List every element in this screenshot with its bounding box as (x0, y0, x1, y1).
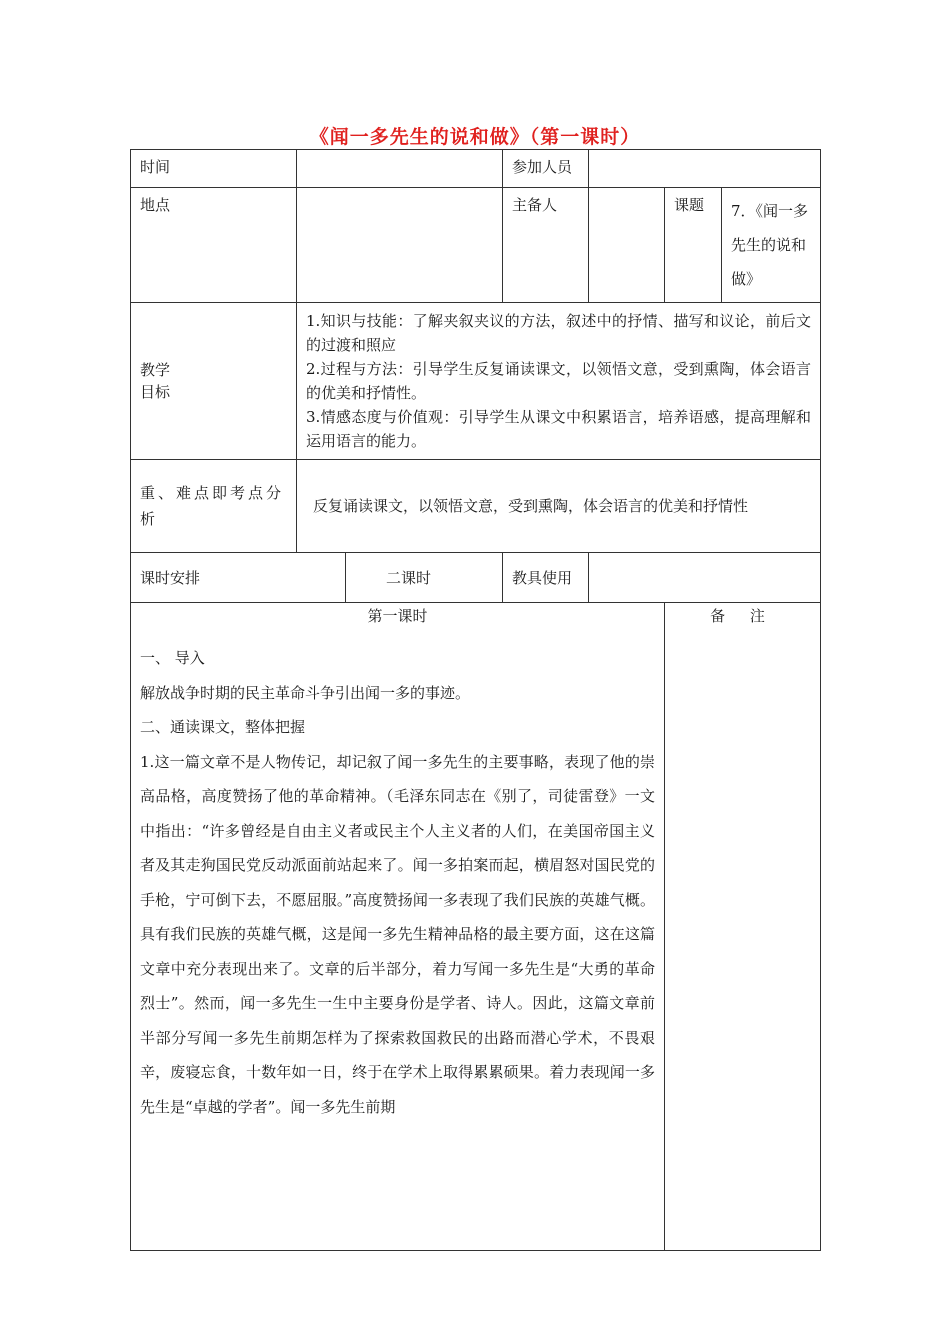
row-schedule (131, 553, 821, 603)
goal-item: 1.知识与技能：了解夹叙夹议的方法，叙述中的抒情、描写和议论，前后文的过渡和照应 (306, 312, 812, 354)
place-label: 地点 (131, 188, 297, 303)
notes-cell (665, 603, 821, 1251)
document-title: 《闻一多先生的说和做》（第一课时） (309, 126, 641, 148)
participants-label: 参加人员 (503, 150, 589, 188)
participants-value (589, 150, 821, 188)
lesson-heading: 第一课时 (367, 607, 428, 625)
place-value (297, 188, 503, 303)
schedule-value: 二课时 (346, 553, 503, 603)
tools-value (589, 553, 821, 603)
key-points-value: 反复诵读课文，以领悟文意，受到熏陶，体会语言的优美和抒情性 (297, 460, 821, 553)
section-paragraph: 1.这一篇文章不是人物传记，却记叙了闻一多先生的主要事略，表现了他的崇高品格，高度赞扬了他的革命精神。（毛泽东同志在《别了，司徒雷登》一文中指出：“许多曾经是自由主义者或民主个人主义者的人们，在美国帝国主义者及其走狗国民党反动派面前站起来了。闻一多拍案而起，横眉怒对国民党的手枪，宁可倒下去，不愿屈服。”高度赞扬闻一多表现了我们民族的英雄气概。具有我们民族的英雄气概，这是闻一多先生精神品格的最主要方面，这在这篇文章中充分表现出来了。文章的后半部分，着力写闻一多先生是“大勇的革命烈士”。然而，闻一多先生一生中主要身份是学者、诗人。因此，这篇文章前半部分写闻一多先生前期怎样为了探索救国救民的出路而潜心学术，不畏艰辛，废寝忘食，十数年如一日，终于在学术上取得累累硕果。着力表现闻一多先生是“卓越的学者”。闻一多先生前期 (140, 752, 656, 1116)
goals-label-cell (131, 303, 297, 460)
goal-item: 2.过程与方法：引导学生反复诵读课文，以领悟文意，受到熏陶，体会语言的优美和抒情性。 (306, 360, 812, 402)
time-value (297, 150, 503, 188)
notes-heading: 备 注 (710, 607, 775, 625)
row-key-points (131, 460, 821, 553)
row-place (131, 188, 821, 303)
row-time (131, 150, 821, 188)
topic-label: 课题 (665, 188, 722, 303)
time-label: 时间 (131, 150, 297, 188)
lesson-plan-table (130, 149, 821, 1251)
row-goals (131, 303, 821, 460)
row-lesson (131, 603, 821, 1251)
topic-value: 7．《闻一多先生的说和做》 (722, 188, 821, 303)
tools-label: 教具使用 (503, 553, 589, 603)
key-points-label: 重、难点即考点分析 (131, 460, 297, 553)
section-heading: 二、通读课文，整体把握 (140, 718, 306, 736)
lesson-content-cell (131, 603, 665, 1251)
goals-label: 教学目标 (140, 361, 171, 401)
section-paragraph: 解放战争时期的民主革命斗争引出闻一多的事迹。 (140, 683, 471, 702)
goal-item: 3.情感态度与价值观：引导学生从课文中积累语言，培养语感，提高理解和运用语言的能力。 (306, 408, 812, 450)
schedule-label: 课时安排 (131, 553, 346, 603)
lesson-content (131, 641, 664, 1124)
goals-content (297, 303, 821, 460)
preparer-value (589, 188, 665, 303)
section-heading: 一、 导入 (140, 649, 205, 667)
preparer-label: 主备人 (503, 188, 589, 303)
